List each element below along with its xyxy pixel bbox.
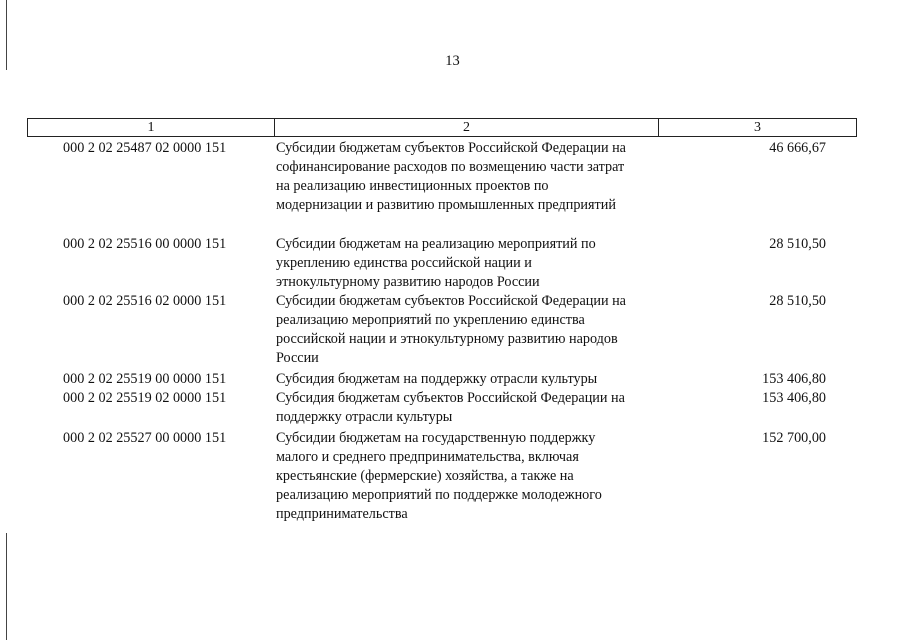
row-description bbox=[276, 389, 666, 427]
header-col-1: 1 bbox=[147, 120, 155, 135]
row-amount: 152 700,00 bbox=[762, 430, 826, 446]
row-code: 000 2 02 25516 00 0000 151 bbox=[63, 236, 227, 252]
table-row bbox=[0, 139, 905, 215]
row-description-line: Субсидия бюджетам на поддержку отрасли культуры bbox=[276, 371, 598, 387]
row-description-line: Субсидии бюджетам субъектов Российской Федерации на bbox=[276, 293, 626, 309]
table-row bbox=[0, 429, 905, 524]
row-description-line: реализацию мероприятий по поддержке молодежного bbox=[276, 487, 602, 503]
row-code: 000 2 02 25519 00 0000 151 bbox=[63, 371, 227, 387]
row-description-line: Субсидия бюджетам субъектов Российской Федерации на bbox=[276, 390, 625, 406]
row-description-line: Субсидии бюджетам на государственную поддержку bbox=[276, 430, 596, 446]
table-row bbox=[0, 235, 905, 292]
row-code: 000 2 02 25487 02 0000 151 bbox=[63, 140, 227, 156]
header-col-3: 3 bbox=[658, 119, 856, 136]
row-description-line: этнокультурному развитию народов России bbox=[276, 274, 540, 290]
row-description-line: крестьянские (фермерские) хозяйства, а также на bbox=[276, 468, 574, 484]
page-number: 13 bbox=[445, 53, 460, 69]
row-description-line: малого и среднего предпринимательства, включая bbox=[276, 449, 579, 465]
row-description-line: реализацию мероприятий по укреплению единства bbox=[276, 312, 585, 328]
row-description-line: предпринимательства bbox=[276, 506, 408, 522]
row-description-line: на реализацию инвестиционных проектов по bbox=[276, 178, 549, 194]
row-code: 000 2 02 25527 00 0000 151 bbox=[63, 430, 227, 446]
row-description-line: Субсидии бюджетам субъектов Российской Федерации на bbox=[276, 140, 626, 156]
row-description bbox=[276, 292, 666, 368]
table-row bbox=[0, 370, 905, 389]
row-code: 000 2 02 25516 02 0000 151 bbox=[63, 293, 227, 309]
row-amount: 46 666,67 bbox=[769, 140, 826, 156]
row-description-line: укреплению единства российской нации и bbox=[276, 255, 532, 271]
table-row bbox=[0, 389, 905, 427]
table-body bbox=[0, 139, 905, 524]
row-description bbox=[276, 370, 666, 389]
header-col-2: 2 bbox=[274, 119, 658, 136]
row-code: 000 2 02 25519 02 0000 151 bbox=[63, 390, 227, 406]
row-description bbox=[276, 429, 666, 524]
row-amount: 28 510,50 bbox=[769, 236, 826, 252]
row-amount: 153 406,80 bbox=[762, 371, 826, 387]
row-description bbox=[276, 235, 666, 292]
row-description-line: Субсидии бюджетам на реализацию мероприятий по bbox=[276, 236, 596, 252]
table-header-row bbox=[27, 118, 857, 137]
row-amount: 153 406,80 bbox=[762, 390, 826, 406]
row-description bbox=[276, 139, 666, 215]
row-description-line: софинансирование расходов по возмещению части затрат bbox=[276, 159, 625, 175]
row-description-line: модернизации и развитию промышленных предприятий bbox=[276, 197, 616, 213]
row-amount: 28 510,50 bbox=[769, 293, 826, 309]
left-margin-line-bottom bbox=[6, 533, 7, 640]
table-row bbox=[0, 292, 905, 368]
row-description-line: России bbox=[276, 350, 319, 366]
row-description-line: поддержку отрасли культуры bbox=[276, 409, 453, 425]
row-description-line: российской нации и этнокультурному развитию народов bbox=[276, 331, 618, 347]
